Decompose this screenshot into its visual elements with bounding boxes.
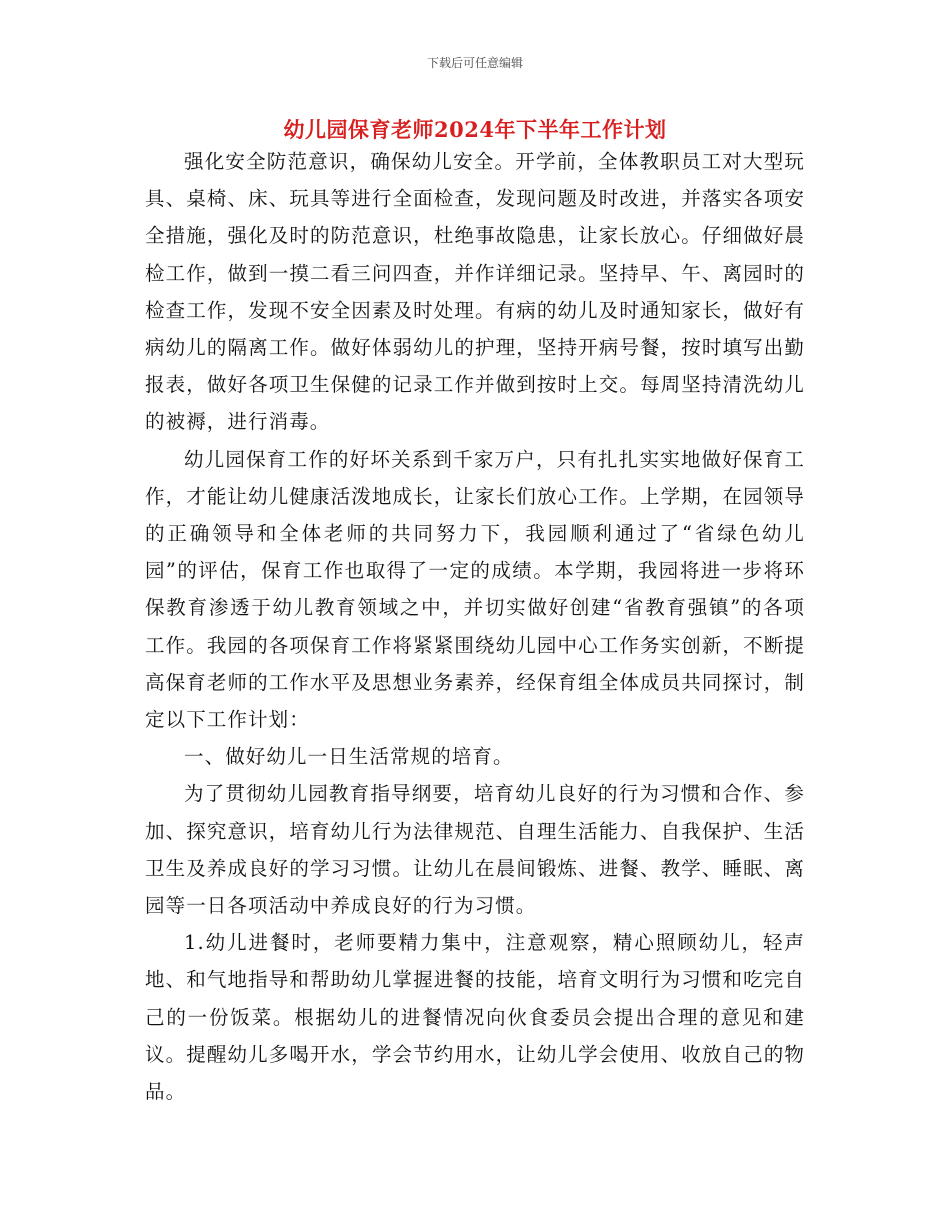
paragraph-daily-routine: 为了贯彻幼儿园教育指导纲要，培育幼儿良好的行为习惯和合作、参加、探究意识，培育幼儿行为法律规范、自理生活能力、自我保护、生活卫生及养成良好的学习习惯。让幼儿在晨间锻炼、进餐、教学、睡眠、离园等一日各项活动中养成良好的行为习惯。 — [145, 782, 805, 918]
header-note: 下载后可任意编辑 — [426, 56, 523, 70]
section-heading-daily-routine: 一、做好幼儿一日生活常规的培育。 — [184, 745, 514, 769]
paragraph-introduction: 幼儿园保育工作的好坏关系到千家万户，只有扎扎实实地做好保育工作，才能让幼儿健康活泼地成长，让家长们放心工作。上学期，在园领导的正确领导和全体老师的共同努力下，我园顺利通过了“省绿色幼儿园”的评估，保育工作也取得了一定的成绩。本学期，我园将进一步将环保教育渗透于幼儿教育领域之中，并切实做好创建“省教育强镇”的各项工作。我园的各项保育工作将紧紧围绕幼儿园中心工作务实创新，不断提高保育老师的工作水平及思想业务素养，经保育组全体成员共同探讨，制定以下工作计划： — [145, 447, 805, 732]
paragraph-meal-guidance: 1.幼儿进餐时，老师要精力集中，注意观察，精心照顾幼儿，轻声地、和气地指导和帮助幼儿掌握进餐的技能，培育文明行为习惯和吃完自己的一份饭菜。根据幼儿的进餐情况向伙食委员会提出合理的意见和建议。提醒幼儿多喝开水，学会节约用水，让幼儿学会使用、收放自己的物品。 — [145, 931, 805, 1104]
document-body — [145, 143, 805, 1110]
paragraph-safety: 强化安全防范意识，确保幼儿安全。开学前，全体教职员工对大型玩具、桌椅、床、玩具等进行全面检查，发现问题及时改进，并落实各项安全措施，强化及时的防范意识，杜绝事故隐患，让家长放心。仔细做好晨检工作，做到一摸二看三问四查，并作详细记录。坚持早、午、离园时的检查工作，发现不安全因素及时处理。有病的幼儿及时通知家长，做好有病幼儿的隔离工作。做好体弱幼儿的护理，坚持开病号餐，按时填写出勤报表，做好各项卫生保健的记录工作并做到按时上交。每周坚持清洗幼儿的被褥，进行消毒。 — [145, 150, 805, 434]
document-title: 幼儿园保育老师2024年下半年工作计划 — [283, 117, 667, 142]
